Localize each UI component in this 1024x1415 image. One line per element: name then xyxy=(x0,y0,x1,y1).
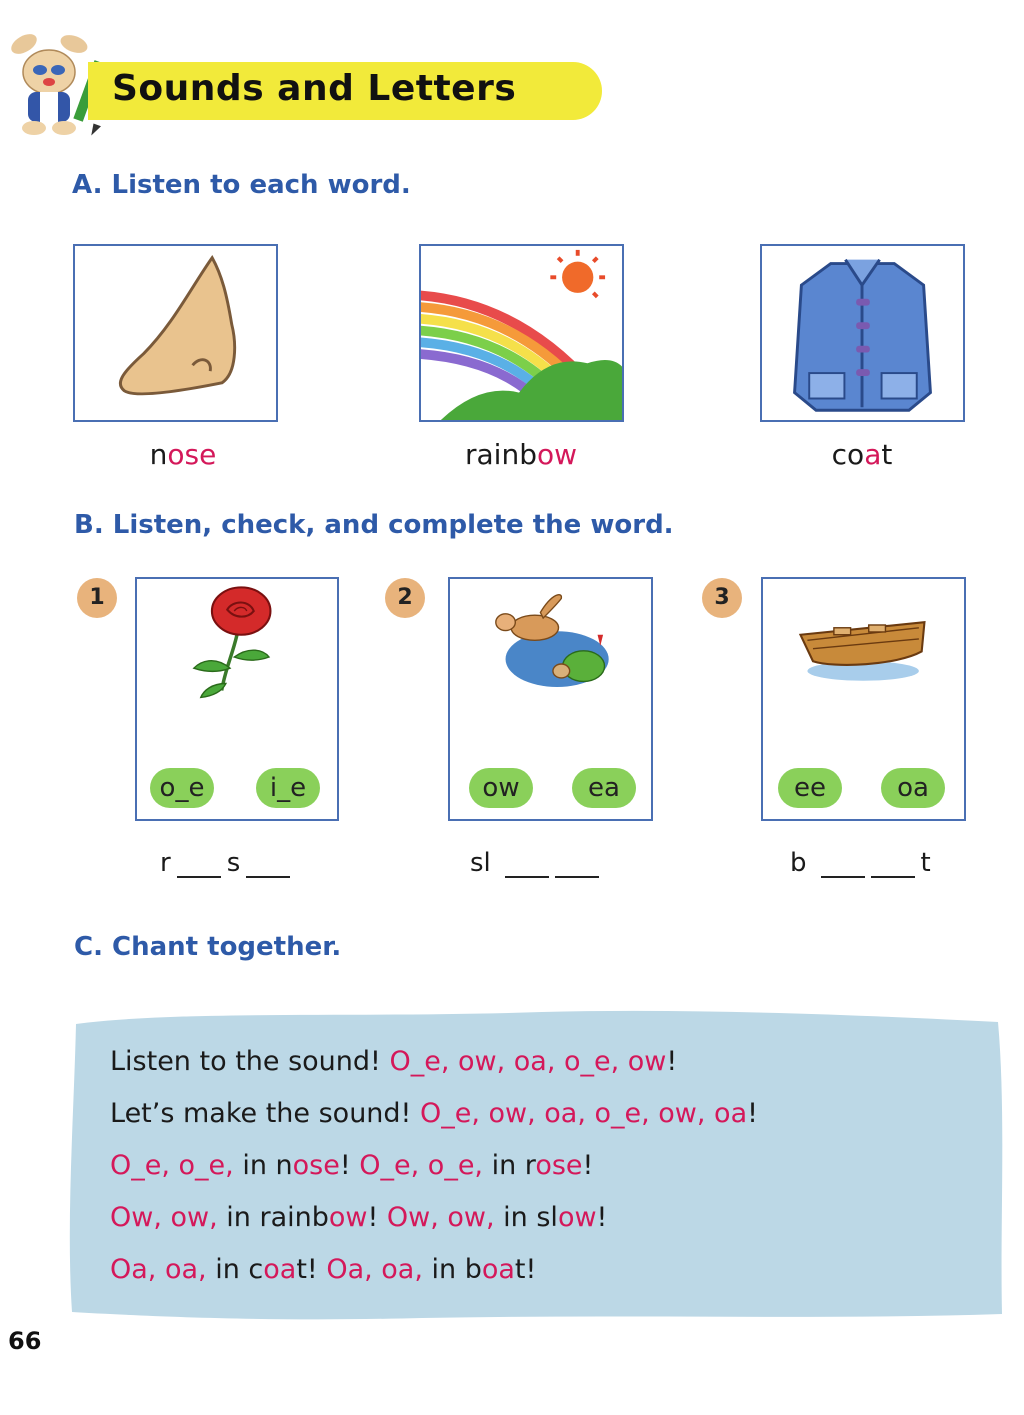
item-number-2: 2 xyxy=(385,578,425,618)
answer-row-2: sl xyxy=(470,848,599,878)
chant-line-1: Listen to the sound! O_e, ow, oa, o_e, ow! xyxy=(110,1046,678,1077)
choice-ow[interactable]: ow xyxy=(469,768,533,808)
boat-icon xyxy=(763,579,964,749)
nose-picture xyxy=(73,244,278,422)
answer-row-3: b t xyxy=(790,848,931,878)
rainbow-icon xyxy=(421,246,622,420)
section-a-heading: A. Listen to each word. xyxy=(72,170,411,200)
chant-line-4: Ow, ow, in rainbow! Ow, ow, in slow! xyxy=(110,1202,608,1233)
rose-icon xyxy=(137,579,337,749)
word-nose: nose xyxy=(149,438,217,471)
page-title: Sounds and Letters xyxy=(112,68,517,109)
item-number-3: 3 xyxy=(702,578,742,618)
page-number: 66 xyxy=(8,1327,42,1355)
answer-row-1: r s xyxy=(160,848,290,878)
answer-blank[interactable] xyxy=(505,854,549,878)
coat-icon xyxy=(762,246,963,420)
word-coat: coat xyxy=(831,438,893,471)
word-rainbow: rainbow xyxy=(465,438,577,471)
item-number-1: 1 xyxy=(77,578,117,618)
answer-blank[interactable] xyxy=(555,854,599,878)
rainbow-picture xyxy=(419,244,624,422)
rabbit-turtle-icon xyxy=(450,579,651,749)
choice-ee[interactable]: ee xyxy=(778,768,842,808)
chant-text xyxy=(110,1040,758,1300)
choice-o_e[interactable]: o_e xyxy=(150,768,214,808)
coat-picture xyxy=(760,244,965,422)
answer-blank[interactable] xyxy=(821,854,865,878)
choice-i_e[interactable]: i_e xyxy=(256,768,320,808)
section-c-heading: C. Chant together. xyxy=(74,932,342,962)
answer-blank[interactable] xyxy=(871,854,915,878)
nose-icon xyxy=(75,246,276,420)
answer-blank[interactable] xyxy=(246,854,290,878)
choice-ea[interactable]: ea xyxy=(572,768,636,808)
chant-line-3: O_e, o_e, in nose! O_e, o_e, in rose! xyxy=(110,1150,594,1181)
section-b-heading: B. Listen, check, and complete the word. xyxy=(74,510,674,540)
chant-line-2: Let’s make the sound! O_e, ow, oa, o_e, ow, oa! xyxy=(110,1098,758,1129)
chant-line-5: Oa, oa, in coat! Oa, oa, in boat! xyxy=(110,1254,537,1285)
answer-blank[interactable] xyxy=(177,854,221,878)
choice-oa[interactable]: oa xyxy=(881,768,945,808)
